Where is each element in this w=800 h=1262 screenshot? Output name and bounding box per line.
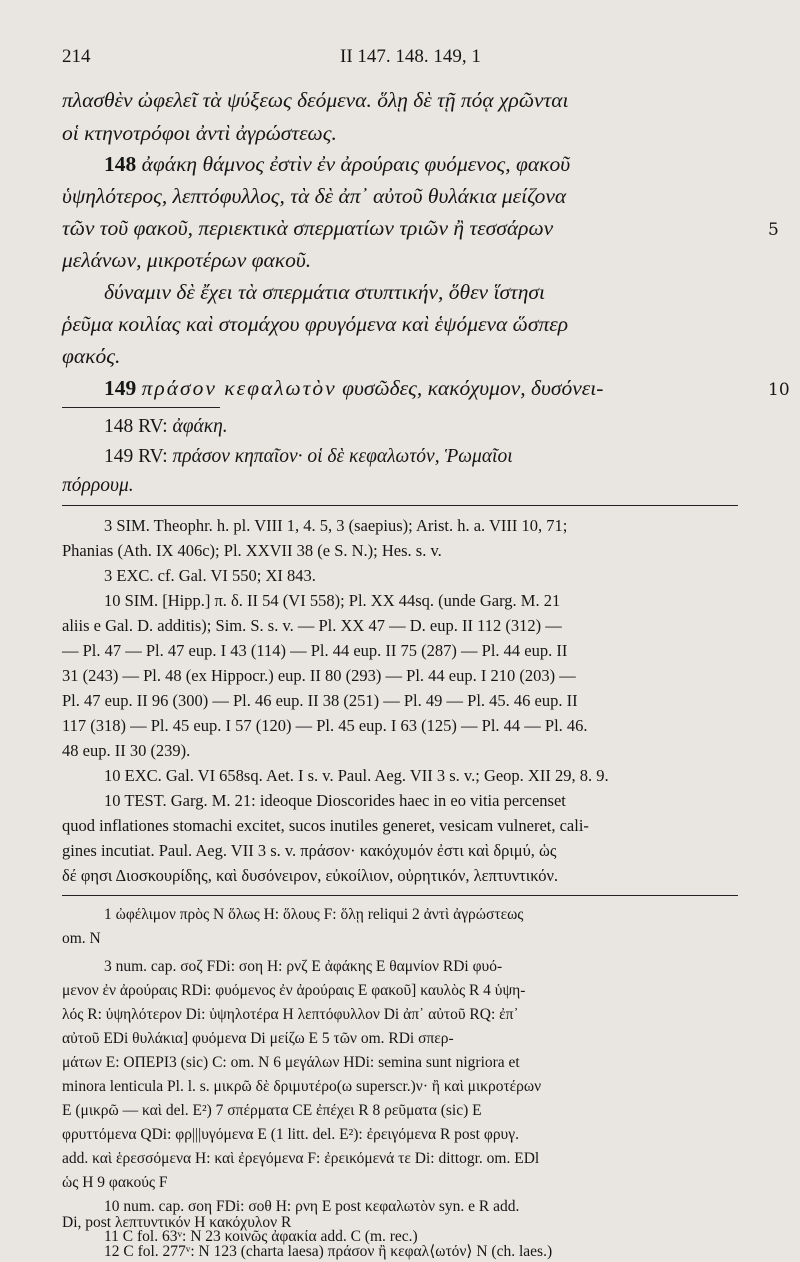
source-line: Phanias (Ath. IX 406c); Pl. XXVII 38 (e S. N.); Hes. s. v. — [62, 541, 442, 560]
margin-line-number-5: 5 — [768, 220, 779, 240]
source-line: gines incutiat. Paul. Aeg. VII 3 s. v. πράσον· κακόχυμόν ἐστι καὶ δριμύ, ὡς — [62, 841, 557, 860]
source-line: 10 TEST. Garg. M. 21: ideoque Dioscorides haec in eo vitia percenset — [104, 791, 566, 810]
critical-line: Di, post λεπτυντικόν H κακόχυλον R — [62, 1214, 292, 1231]
source-line: 48 eup. II 30 (239). — [62, 741, 191, 760]
text-line-4: ὑψηλότερος, λεπτόφυλλος, τὰ δὲ ἀπ᾿ αὐτοῦ θυλάκια μείζονα — [62, 184, 567, 208]
critical-line: 1 ὠφέλιμον πρὸς N ὅλως H: ὅλους F: ὅλῃ reliqui 2 ἀντὶ ἀγρώστεως — [104, 906, 524, 923]
source-line: quod inflationes stomachi excitet, sucos inutiles generet, vesicam vulneret, cali- — [62, 816, 589, 835]
synonym-148-text: ἀφάκη. — [172, 416, 228, 437]
source-line: 117 (318) — Pl. 45 eup. I 57 (120) — Pl. 45 eup. I 63 (125) — Pl. 44 — Pl. 46. — [62, 716, 588, 735]
source-line: δέ φησι Διοσκουρίδης, καὶ δυσόνειρον, εὐκοίλιον, οὐρητικόν, λεπτυντικόν. — [62, 866, 559, 885]
source-line: 31 (243) — Pl. 48 (ex Hippocr.) eup. II 80 (293) — Pl. 44 eup. I 210 (203) — — [62, 666, 576, 685]
critical-line: φρυττόμενα QDi: φρ|||υγόμενα E (1 litt. del. E²): ἐρειγόμενα R post φρυγ. — [62, 1126, 519, 1143]
text-line-10 — [104, 376, 603, 401]
source-line: 3 EXC. cf. Gal. VI 550; XI 843. — [104, 566, 316, 585]
critical-line: 12 C fol. 277ᵛ: N 123 (charta laesa) πράσον ἢ κεφαλ⟨ωτόν⟩ N (ch. laes.) — [104, 1243, 553, 1260]
source-line: Pl. 47 eup. II 96 (300) — Pl. 46 eup. II 38 (251) — Pl. 49 — Pl. 45. 46 eup. II — [62, 691, 578, 710]
chapter-number-149: 149 — [104, 376, 137, 400]
critical-line: om. N — [62, 930, 101, 947]
critical-line: ὡς H 9 φακούς F — [62, 1174, 168, 1191]
critical-line: μάτων E: ΟΠΕΡΙ3 (sic) C: om. N 6 μεγάλων HDi: semina sunt nigriora et — [62, 1054, 520, 1071]
source-line: 3 SIM. Theophr. h. pl. VIII 1, 4. 5, 3 (saepius); Arist. h. a. VIII 10, 71; — [104, 516, 568, 535]
critical-line: 10 num. cap. σοη FDi: σοθ H: ρνη E post κεφαλωτὸν syn. e R add. — [104, 1198, 520, 1215]
text-line-1: πλασθὲν ὠφελεῖ τὰ ψύξεως δεόμενα. ὅλῃ δὲ τῇ πόᾳ χρῶνται — [62, 88, 569, 112]
source-line: aliis e Gal. D. additis); Sim. S. s. v. — Pl. XX 47 — D. eup. II 112 (312) — — [62, 616, 562, 635]
full-divider — [62, 505, 738, 506]
text-line-5: τῶν τοῦ φακοῦ, περιεκτικὰ σπερματίων τριῶν ἢ τεσσάρων — [62, 216, 554, 240]
source-line: — Pl. 47 — Pl. 47 eup. I 43 (114) — Pl. 44 eup. II 75 (287) — Pl. 44 eup. II — [62, 641, 568, 660]
critical-line: αὐτοῦ EDi θυλάκια] φυόμενα Di μείζω E 5 τῶν om. RDi σπερ- — [62, 1030, 454, 1047]
critical-line: add. καὶ ἑρεσσόμενα H: καὶ ἐρεγόμενα F: ἐρεικόμενά τε Di: dittogr. om. EDl — [62, 1150, 540, 1167]
synonym-148-ref: 148 RV: — [104, 416, 168, 437]
lemma-prason: πράσον κεφαλωτὸν — [141, 376, 337, 400]
chapter-number-148: 148 — [104, 152, 137, 176]
synonym-149 — [104, 446, 513, 468]
synonym-148 — [104, 416, 228, 438]
critical-line: minora lenticula Pl. l. s. μικρῶ δὲ δριμυτέρο(ω superscr.)ν· ἢ καὶ μικροτέρων — [62, 1078, 542, 1095]
critical-line: 3 num. cap. σοζ FDi: σοη H: ρνζ E ἀφάκης E θαμνίον RDi φυό- — [104, 958, 503, 975]
running-title: II 147. 148. 149, 1 — [340, 46, 481, 67]
text-line-2: οἱ κτηνοτρόφοι ἀντὶ ἀγρώστεως. — [62, 121, 337, 145]
text-line-9: φακός. — [62, 344, 121, 368]
page-number: 214 — [62, 46, 91, 67]
source-line: 10 SIM. [Hipp.] π. δ. II 54 (VI 558); Pl. XX 44sq. (unde Garg. M. 21 — [104, 591, 561, 610]
synonym-149-ref: 149 RV: — [104, 446, 168, 467]
text-line-3 — [104, 152, 570, 177]
text-line-10-body: φυσῶδες, κακόχυμον, δυσόνει- — [342, 376, 604, 400]
synonym-149-text: πράσον κηπαῖον· οἱ δὲ κεφαλωτόν, Ῥωμαῖοι — [172, 446, 513, 467]
synonym-149-cont — [62, 475, 134, 497]
source-line: 10 EXC. Gal. VI 658sq. Aet. I s. v. Paul. Aeg. VII 3 s. v.; Geop. XII 29, 8. 9. — [104, 766, 609, 785]
critical-line: μενον ἐν ἀρούραις RDi: φυόμενος ἐν ἀρούραις E φακοῦ] καυλὸς R 4 ὑψη- — [62, 982, 526, 999]
text-line-3-body: ἀφάκη θάμνος ἐστὶν ἐν ἀρούραις φυόμενος, φακοῦ — [141, 152, 571, 176]
short-divider — [62, 407, 220, 408]
text-line-8: ῥεῦμα κοιλίας καὶ στομάχου φρυγόμενα καὶ ἑψόμενα ὥσπερ — [62, 312, 569, 336]
apparatus-divider — [62, 895, 738, 896]
text-line-6: μελάνων, μικροτέρων φακοῦ. — [62, 248, 312, 272]
text-line-7: δύναμιν δὲ ἔχει τὰ σπερμάτια στυπτικήν, ὅθεν ἵστησι — [104, 280, 545, 304]
critical-line: E (μικρῶ — καὶ del. E²) 7 σπέρματα CE ἐπέχει R 8 ρεῦματα (sic) E — [62, 1102, 482, 1119]
critical-line: 11 C fol. 63ᵛ: N 23 κοινῶς ἀφακία add. C (m. rec.) — [104, 1228, 418, 1245]
synonym-149-cont-text: πόρρουμ. — [62, 475, 134, 496]
critical-line: λός R: ὑψηλότερον Di: ὑψηλοτέρα H λεπτόφυλλον Di ἀπ᾿ αὐτοῦ RQ: ἐπ᾿ — [62, 1006, 519, 1023]
margin-line-number-10: 10 — [768, 380, 790, 400]
